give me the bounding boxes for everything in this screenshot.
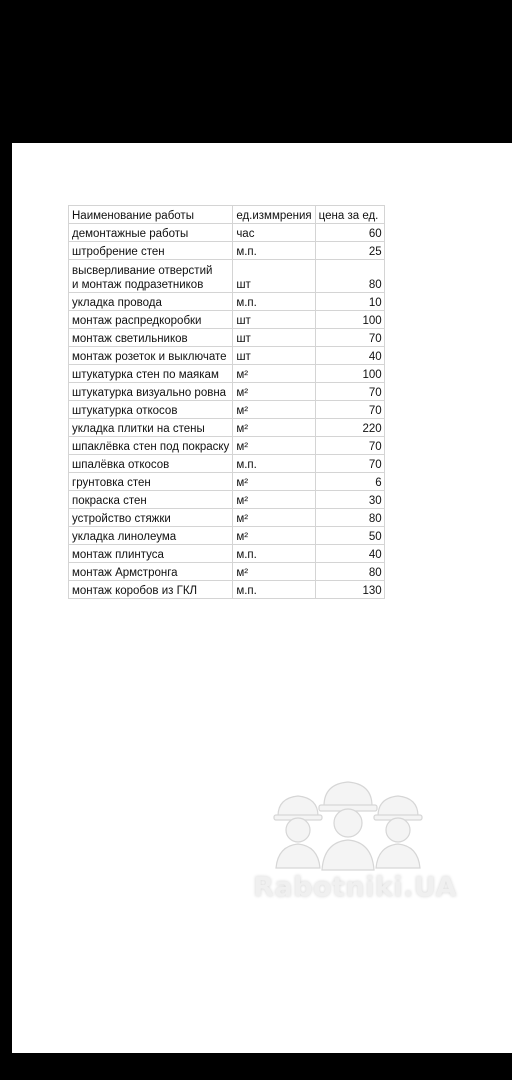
row-unit: м.п. (233, 581, 315, 599)
row-unit: м² (233, 383, 315, 401)
row-name: грунтовка стен (69, 473, 233, 491)
table-header-row (69, 206, 385, 224)
row-price: 80 (315, 260, 384, 293)
watermark-text: Rabotniki.UA (253, 872, 457, 903)
header-price: цена за ед. (315, 206, 384, 224)
row-unit: м² (233, 401, 315, 419)
table-row (69, 311, 385, 329)
row-unit: м² (233, 527, 315, 545)
row-name (69, 260, 233, 293)
row-unit: час (233, 224, 315, 242)
row-name: монтаж Армстронга (69, 563, 233, 581)
row-price: 50 (315, 527, 384, 545)
header-unit: ед.изммрения (233, 206, 315, 224)
row-name: укладка линолеума (69, 527, 233, 545)
row-price: 70 (315, 437, 384, 455)
table-row (69, 365, 385, 383)
row-unit: м² (233, 365, 315, 383)
row-name: штробрение стен (69, 242, 233, 260)
row-name: покраска стен (69, 491, 233, 509)
table-row (69, 347, 385, 365)
row-unit: м² (233, 563, 315, 581)
row-name: устройство стяжки (69, 509, 233, 527)
row-price: 80 (315, 509, 384, 527)
header-name: Наименование работы (69, 206, 233, 224)
row-name: монтаж светильников (69, 329, 233, 347)
row-price: 60 (315, 224, 384, 242)
table-row (69, 224, 385, 242)
row-price: 220 (315, 419, 384, 437)
price-table (68, 205, 385, 599)
row-unit: шт (233, 260, 315, 293)
row-unit: шт (233, 347, 315, 365)
row-unit: м.п. (233, 293, 315, 311)
row-price: 100 (315, 365, 384, 383)
row-name: штукатурка стен по маякам (69, 365, 233, 383)
table-row (69, 509, 385, 527)
document-page (12, 143, 512, 1053)
row-unit: м² (233, 509, 315, 527)
table-row (69, 563, 385, 581)
row-price: 10 (315, 293, 384, 311)
table-row (69, 293, 385, 311)
row-name: монтаж коробов из ГКЛ (69, 581, 233, 599)
table-row (69, 242, 385, 260)
row-price: 130 (315, 581, 384, 599)
row-price: 40 (315, 347, 384, 365)
row-price: 40 (315, 545, 384, 563)
table-row (69, 260, 385, 293)
watermark (220, 778, 490, 908)
table-row (69, 437, 385, 455)
row-unit: м.п. (233, 545, 315, 563)
row-name: укладка плитки на стены (69, 419, 233, 437)
row-unit: шт (233, 311, 315, 329)
row-name: монтаж плинтуса (69, 545, 233, 563)
row-price: 100 (315, 311, 384, 329)
row-unit: м² (233, 419, 315, 437)
row-unit: м² (233, 491, 315, 509)
row-name: шпалёвка откосов (69, 455, 233, 473)
row-name: шпаклёвка стен под покраску (69, 437, 233, 455)
row-name: монтаж распредкоробки (69, 311, 233, 329)
row-price: 25 (315, 242, 384, 260)
row-price: 70 (315, 455, 384, 473)
row-name: демонтажные работы (69, 224, 233, 242)
row-unit: м.п. (233, 242, 315, 260)
row-unit: м² (233, 473, 315, 491)
row-name: штукатурка визуально ровна (69, 383, 233, 401)
table-row (69, 527, 385, 545)
row-price: 70 (315, 383, 384, 401)
row-name-line1: высверливание отверстий (72, 265, 213, 277)
table-row (69, 473, 385, 491)
table-row (69, 491, 385, 509)
row-price: 80 (315, 563, 384, 581)
row-name: штукатурка откосов (69, 401, 233, 419)
row-name: укладка провода (69, 293, 233, 311)
row-price: 6 (315, 473, 384, 491)
table-row (69, 455, 385, 473)
table-row (69, 419, 385, 437)
workers-in-hardhats-icon (268, 778, 428, 874)
row-unit: м² (233, 437, 315, 455)
table-row (69, 329, 385, 347)
row-price: 30 (315, 491, 384, 509)
row-unit: шт (233, 329, 315, 347)
table-row (69, 401, 385, 419)
row-price: 70 (315, 329, 384, 347)
table-row (69, 383, 385, 401)
row-name-line2: и монтаж подразетников (72, 279, 204, 291)
table-row (69, 581, 385, 599)
row-name: монтаж розеток и выключате (69, 347, 233, 365)
row-price: 70 (315, 401, 384, 419)
row-unit: м.п. (233, 455, 315, 473)
table-row (69, 545, 385, 563)
